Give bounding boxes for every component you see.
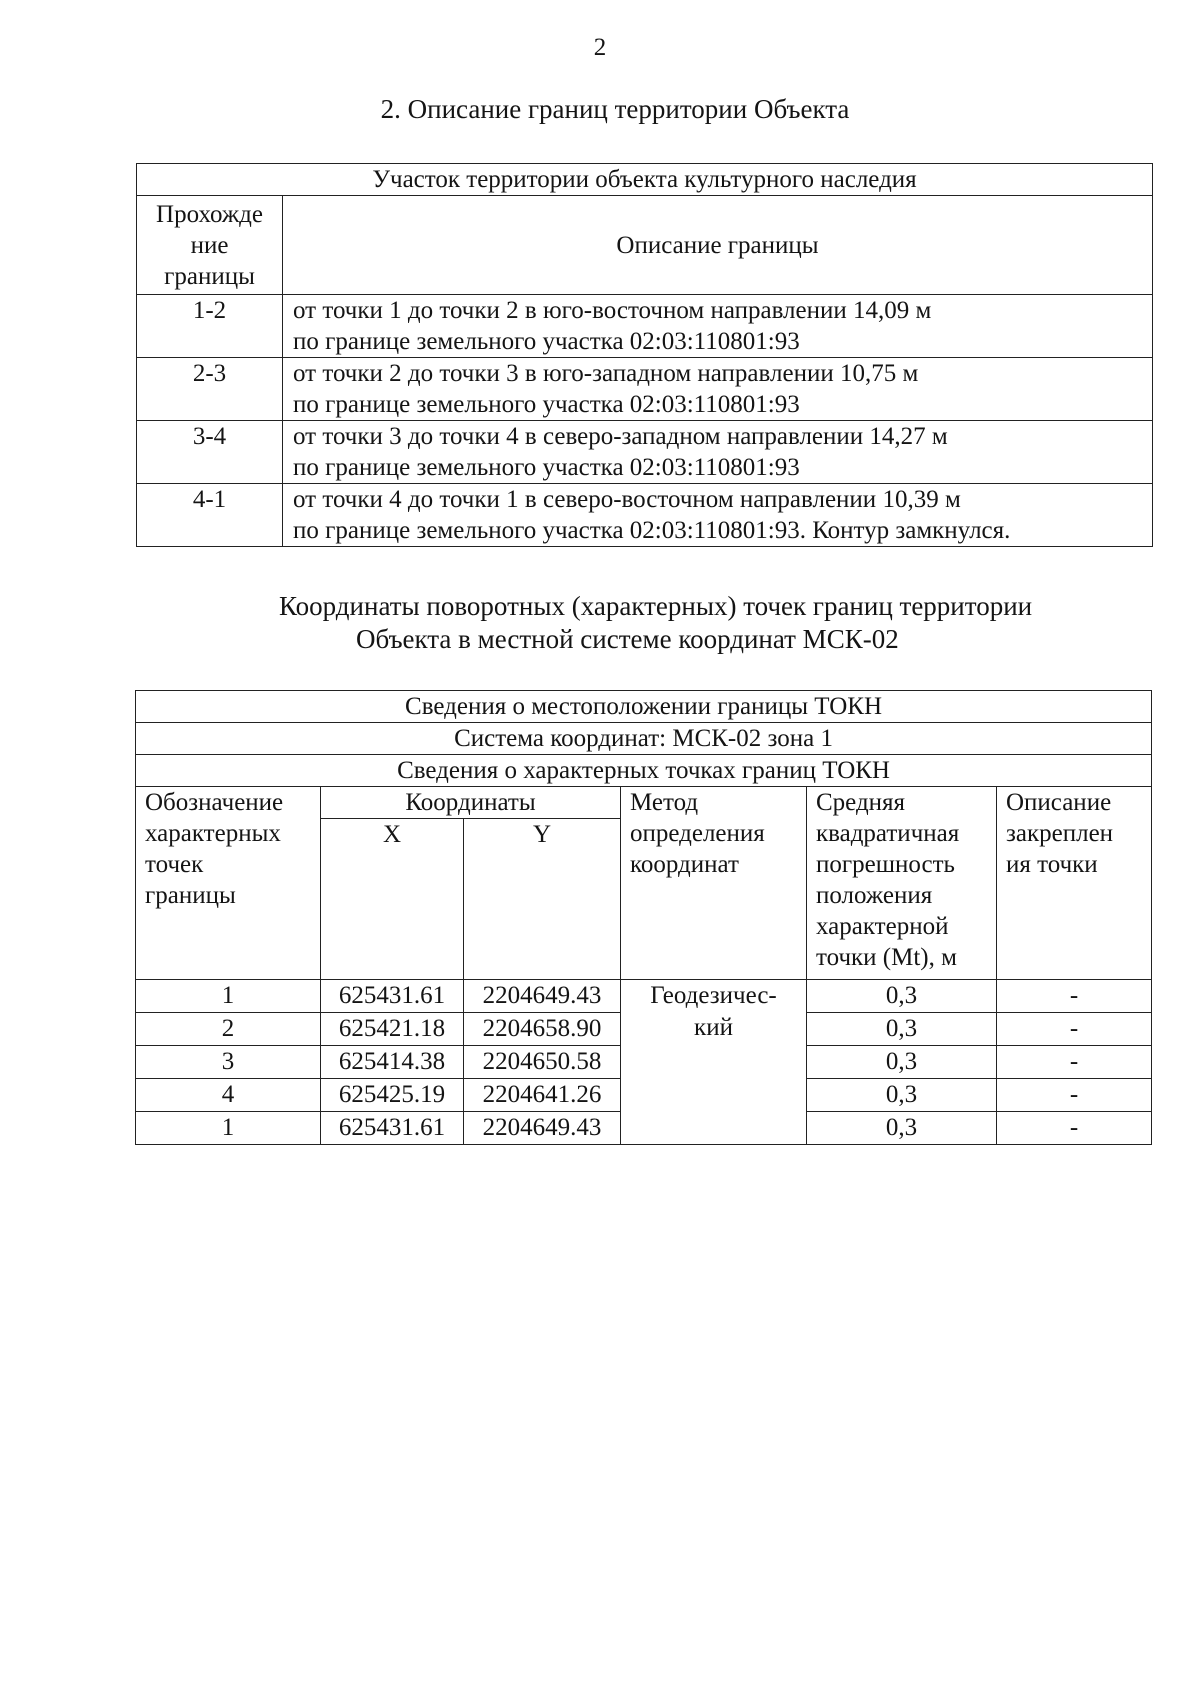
x-cell: 625431.61 bbox=[321, 1112, 464, 1145]
fixing-cell: - bbox=[997, 1013, 1152, 1046]
table-row bbox=[137, 484, 1153, 547]
point-cell: 1 bbox=[136, 1112, 321, 1145]
description-cell: от точки 3 до точки 4 в северо-западном направлении 14,27 м по границе земельного участка 02:03:110801:93 bbox=[283, 421, 1153, 484]
error-cell: 0,3 bbox=[807, 1079, 997, 1112]
table-row bbox=[137, 295, 1153, 358]
error-cell: 0,3 bbox=[807, 1013, 997, 1046]
page-number: 2 bbox=[593, 34, 607, 61]
method-cell: Геодезичес- кий bbox=[621, 980, 807, 1145]
col-point-header: Обозначение характерных точек границы bbox=[136, 787, 321, 980]
col-description-header: Описание границы bbox=[283, 196, 1153, 295]
segment-cell: 4-1 bbox=[137, 484, 283, 547]
point-cell: 3 bbox=[136, 1046, 321, 1079]
description-cell: от точки 4 до точки 1 в северо-восточном направлении 10,39 м по границе земельного участка 02:03:110801:93. Контур замкнулся. bbox=[283, 484, 1153, 547]
fixing-cell: - bbox=[997, 1112, 1152, 1145]
col-error-header: Средняя квадратичная погрешность положения характерной точки (Mt), м bbox=[807, 787, 997, 980]
col-method-header: Метод определения координат bbox=[621, 787, 807, 980]
col-y-header: Y bbox=[464, 819, 621, 980]
section-title: 2. Описание границ территории Объекта bbox=[380, 94, 850, 124]
x-cell: 625425.19 bbox=[321, 1079, 464, 1112]
col-x-header: X bbox=[321, 819, 464, 980]
fixing-cell: - bbox=[997, 1046, 1152, 1079]
y-cell: 2204658.90 bbox=[464, 1013, 621, 1046]
point-cell: 2 bbox=[136, 1013, 321, 1046]
boundary-table bbox=[136, 163, 1153, 547]
x-cell: 625421.18 bbox=[321, 1013, 464, 1046]
point-cell: 4 bbox=[136, 1079, 321, 1112]
x-cell: 625431.61 bbox=[321, 980, 464, 1013]
point-cell: 1 bbox=[136, 980, 321, 1013]
segment-cell: 3-4 bbox=[137, 421, 283, 484]
error-cell: 0,3 bbox=[807, 1046, 997, 1079]
coords-title: Координаты поворотных (характерных) точек границ территории Объекта в местной системе координат МСК-02 bbox=[279, 591, 1033, 654]
error-cell: 0,3 bbox=[807, 980, 997, 1013]
points-table-header: Сведения о местоположении границы ТОКН bbox=[136, 691, 1152, 723]
fixing-cell: - bbox=[997, 1079, 1152, 1112]
table-row bbox=[137, 421, 1153, 484]
error-cell: 0,3 bbox=[807, 1112, 997, 1145]
y-cell: 2204650.58 bbox=[464, 1046, 621, 1079]
y-cell: 2204649.43 bbox=[464, 1112, 621, 1145]
segment-cell: 2-3 bbox=[137, 358, 283, 421]
fixing-cell: - bbox=[997, 980, 1152, 1013]
y-cell: 2204649.43 bbox=[464, 980, 621, 1013]
points-table bbox=[135, 690, 1152, 1145]
col-coords-header: Координаты bbox=[321, 787, 621, 819]
description-cell: от точки 1 до точки 2 в юго-восточном направлении 14,09 м по границе земельного участка 02:03:110801:93 bbox=[283, 295, 1153, 358]
coordinate-system-header: Система координат: МСК-02 зона 1 bbox=[136, 723, 1152, 755]
description-cell: от точки 2 до точки 3 в юго-западном направлении 10,75 м по границе земельного участка 02:03:110801:93 bbox=[283, 358, 1153, 421]
table-row bbox=[136, 980, 1152, 1013]
x-cell: 625414.38 bbox=[321, 1046, 464, 1079]
col-segment-header: Прохожде ние границы bbox=[137, 196, 283, 295]
y-cell: 2204641.26 bbox=[464, 1079, 621, 1112]
points-info-header: Сведения о характерных точках границ ТОКН bbox=[136, 755, 1152, 787]
boundary-table-title: Участок территории объекта культурного наследия bbox=[137, 164, 1153, 196]
table-row bbox=[137, 358, 1153, 421]
col-fixing-header: Описание закреплен ия точки bbox=[997, 787, 1152, 980]
segment-cell: 1-2 bbox=[137, 295, 283, 358]
